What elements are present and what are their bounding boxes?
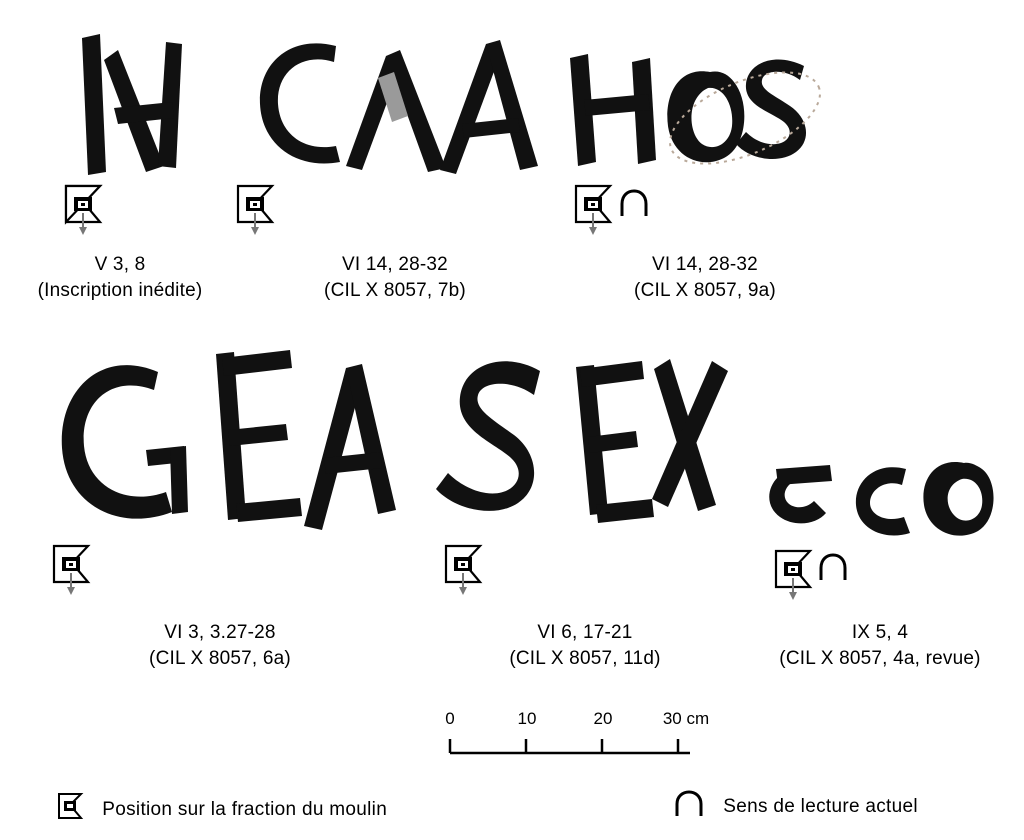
scale-tick-20: 20 <box>593 709 613 728</box>
caption-4-source: (CIL X 8057, 6a) <box>149 648 291 669</box>
inscription-drawing-3 <box>560 40 840 185</box>
caption-5 <box>450 620 720 672</box>
caption-1-source: (Inscription inédite) <box>37 280 203 301</box>
glyph-hos <box>560 40 840 185</box>
caption-1-ref: V 3, 8 <box>94 254 146 275</box>
reading-direction-marker-6 <box>815 552 851 587</box>
millstone-position-marker-4 <box>48 540 94 603</box>
scale-bar <box>440 709 710 765</box>
millstone-position-marker-2 <box>232 180 278 243</box>
caption-2 <box>265 252 525 304</box>
glyph-cma <box>250 20 540 185</box>
reading-direction-icon <box>672 790 706 824</box>
millstone-position-marker-3 <box>570 180 616 243</box>
scale-tick-10: 10 <box>517 709 537 728</box>
caption-6-source: (CIL X 8057, 4a, revue) <box>779 648 981 669</box>
glyph-co <box>760 455 1000 545</box>
millstone-position-marker-5 <box>440 540 486 603</box>
inscription-drawing-6 <box>760 455 1000 545</box>
caption-5-source: (CIL X 8057, 11d) <box>509 648 661 669</box>
caption-3-ref: VI 14, 28-32 <box>652 254 758 275</box>
reading-direction-marker-3 <box>616 188 652 223</box>
caption-3-source: (CIL X 8057, 9a) <box>634 280 776 301</box>
caption-2-ref: VI 14, 28-32 <box>342 254 448 275</box>
caption-1 <box>0 252 240 304</box>
millstone-position-marker-6 <box>770 545 816 608</box>
scale-tick-30: 30 cm <box>662 709 710 728</box>
legend-item-position <box>55 790 387 830</box>
legend-item-reading-direction <box>672 790 918 824</box>
legend-label-reading-direction: Sens de lecture actuel <box>723 796 918 817</box>
inscription-drawing-5 <box>430 345 730 535</box>
millstone-position-icon <box>55 790 85 830</box>
legend-label-position: Position sur la fraction du moulin <box>102 799 388 820</box>
caption-6 <box>740 620 1020 672</box>
caption-5-ref: VI 6, 17-21 <box>537 622 633 643</box>
glyph-sex <box>430 345 730 535</box>
millstone-position-marker-1 <box>60 180 106 243</box>
scale-tick-0: 0 <box>445 709 455 728</box>
inscription-drawing-4 <box>50 340 400 540</box>
inscription-drawing-1 <box>60 20 190 180</box>
caption-2-source: (CIL X 8057, 7b) <box>324 280 466 301</box>
caption-3 <box>565 252 845 304</box>
inscription-drawing-2 <box>250 20 540 185</box>
caption-6-ref: IX 5, 4 <box>851 622 909 643</box>
glyph-ia <box>60 20 190 180</box>
glyph-gea <box>50 340 400 540</box>
caption-4 <box>90 620 350 672</box>
caption-4-ref: VI 3, 3.27-28 <box>164 622 276 643</box>
